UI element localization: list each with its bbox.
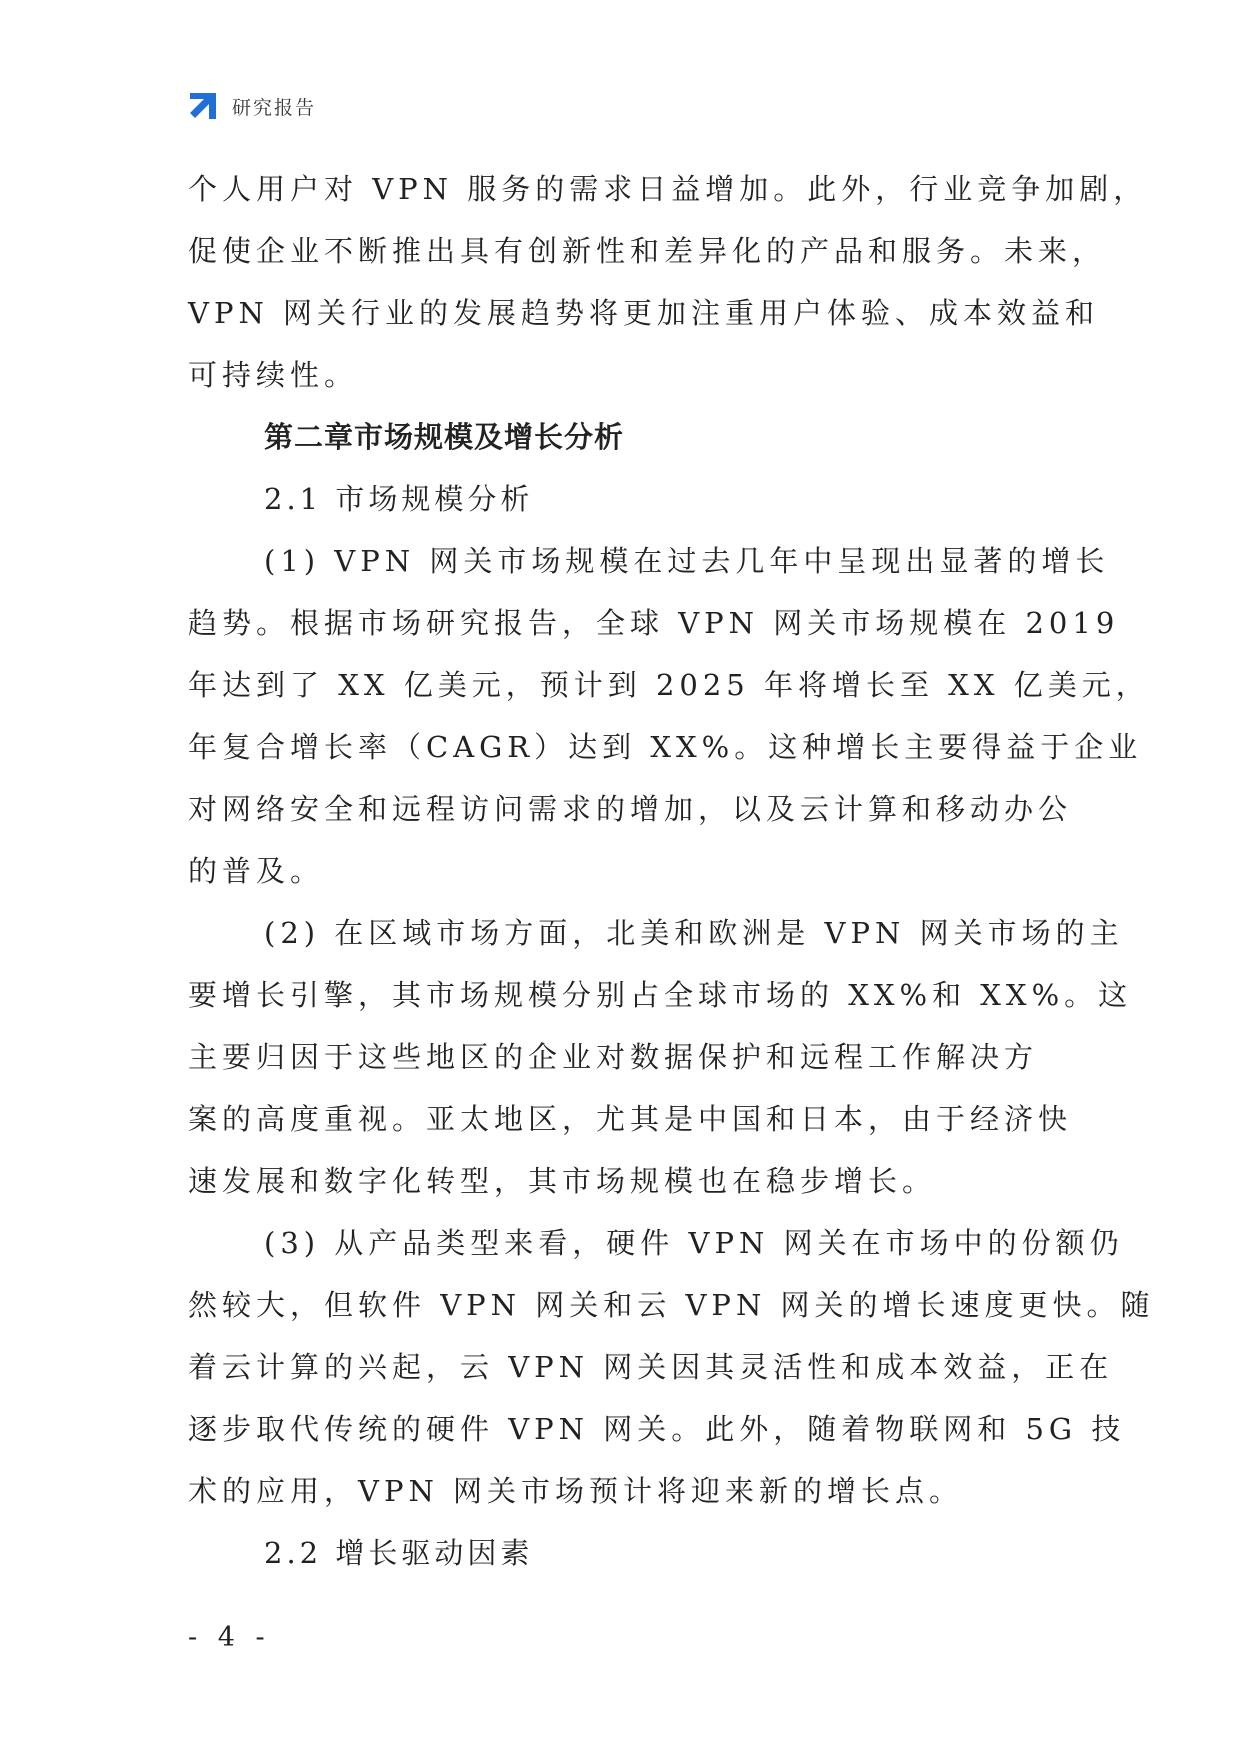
para2-line: 案的高度重视。亚太地区，尤其是中国和日本，由于经济快: [188, 1102, 1073, 1136]
para1-line: 的普及。: [188, 854, 325, 888]
para3-line: (3) 从产品类型来看，硬件 VPN 网关在市场中的份额仍: [264, 1226, 1124, 1260]
arrow-up-right-icon: [186, 89, 220, 123]
para1-line: (1) VPN 网关市场规模在过去几年中呈现出显著的增长: [264, 544, 1110, 578]
document-body: [188, 158, 1155, 1584]
para1-line: 年复合增长率（CAGR）达到 XX%。这种增长主要得益于企业: [188, 730, 1143, 764]
para3-line: 术的应用，VPN 网关市场预计将迎来新的增长点。: [188, 1474, 964, 1508]
page-number: - 4 -: [188, 1622, 271, 1653]
para2-line: 速发展和数字化转型，其市场规模也在稳步增长。: [188, 1164, 937, 1198]
para3-line: 逐步取代传统的硬件 VPN 网关。此外，随着物联网和 5G 技: [188, 1412, 1126, 1446]
chapter-title: 第二章市场规模及增长分析: [264, 420, 625, 454]
section-heading-2-1: 2.1 市场规模分析: [264, 482, 534, 516]
para2-line: 主要归因于这些地区的企业对数据保护和远程工作解决方: [188, 1040, 1039, 1074]
page-header: [186, 88, 316, 124]
body-line: VPN 网关行业的发展趋势将更加注重用户体验、成本效益和: [188, 296, 1100, 330]
para1-line: 年达到了 XX 亿美元，预计到 2025 年将增长至 XX 亿美元，: [188, 668, 1150, 702]
para2-line: 要增长引擎，其市场规模分别占全球市场的 XX%和 XX%。这: [188, 978, 1133, 1012]
body-line: 个人用户对 VPN 服务的需求日益增加。此外，行业竞争加剧，: [188, 172, 1148, 206]
para3-line: 然较大，但软件 VPN 网关和云 VPN 网关的增长速度更快。随: [188, 1288, 1155, 1322]
section-heading-2-2: 2.2 增长驱动因素: [264, 1536, 534, 1570]
body-line: 可持续性。: [188, 358, 359, 392]
para2-line: (2) 在区域市场方面，北美和欧洲是 VPN 网关市场的主: [264, 916, 1124, 950]
para1-line: 对网络安全和远程访问需求的增加，以及云计算和移动办公: [188, 792, 1073, 826]
para3-line: 着云计算的兴起，云 VPN 网关因其灵活性和成本效益，正在: [188, 1350, 1114, 1384]
header-title: 研究报告: [232, 96, 317, 119]
para1-line: 趋势。根据市场研究报告，全球 VPN 网关市场规模在 2019: [188, 606, 1120, 640]
body-line: 促使企业不断推出具有创新性和差异化的产品和服务。未来，: [188, 234, 1107, 268]
